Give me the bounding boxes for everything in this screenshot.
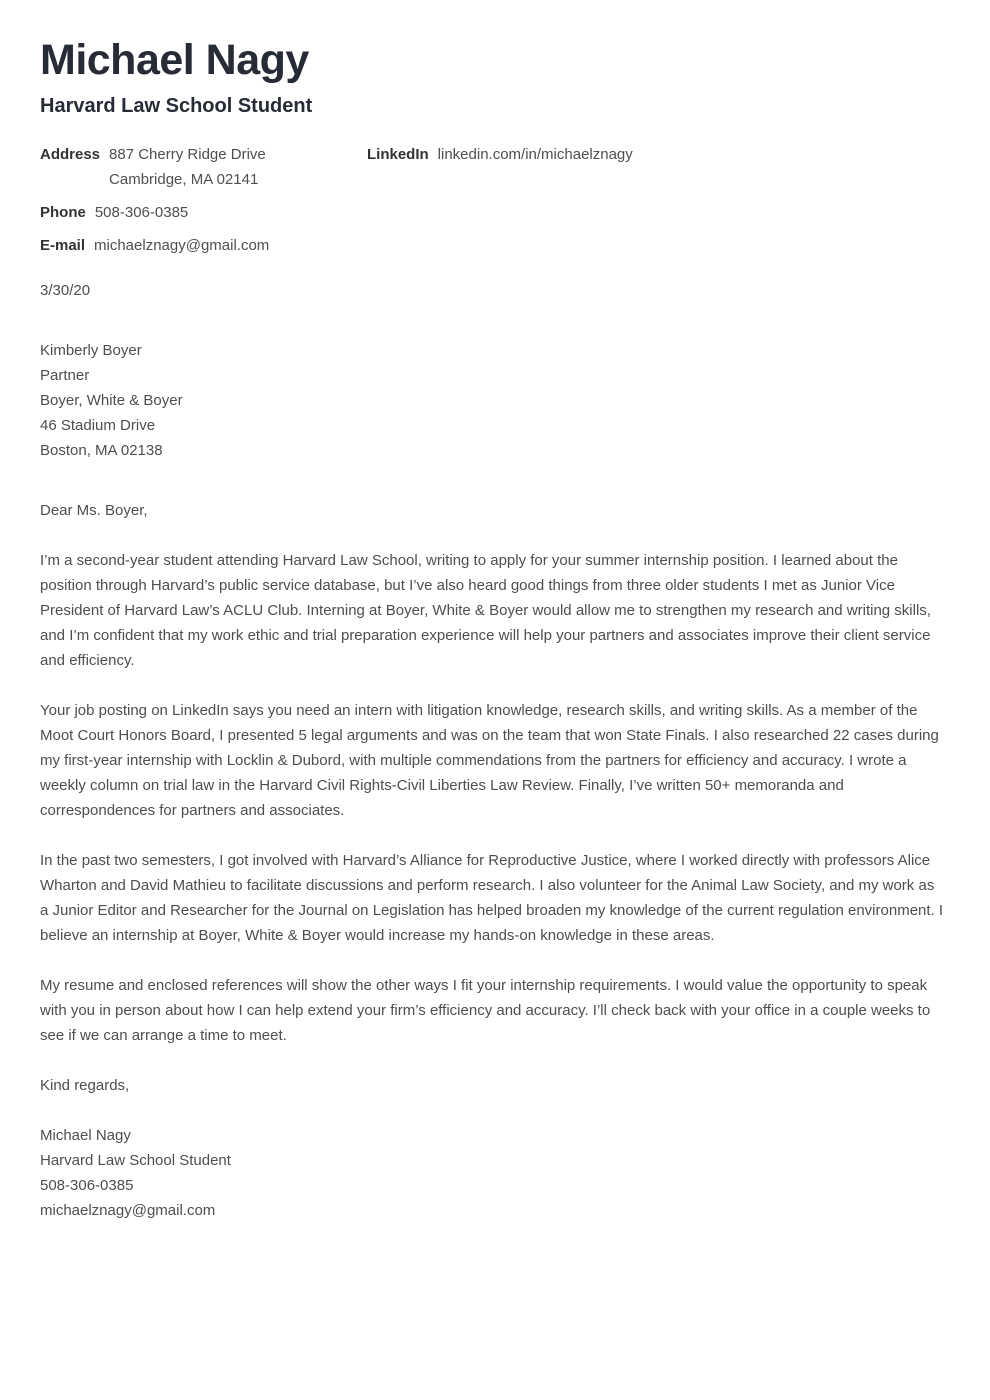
signature-title: Harvard Law School Student — [40, 1152, 231, 1169]
email-value: michaelznagy@gmail.com — [94, 237, 270, 254]
contact-linkedin-row — [367, 142, 946, 167]
linkedin-value: linkedin.com/in/michaelznagy — [437, 146, 633, 163]
recipient-street: 46 Stadium Drive — [40, 417, 156, 434]
phone-value: 508-306-0385 — [94, 204, 189, 221]
phone-label: Phone — [40, 204, 86, 221]
recipient-name: Kimberly Boyer — [40, 342, 142, 359]
email-label: E-mail — [40, 237, 86, 254]
body-paragraph-1: I’m a second-year student attending Harvard Law School, writing to apply for your summer internship position. I learned about the position through Harvard’s public service database, but I’ve also heard good things from three older students I met as Junior Vice President of Harvard Law’s ACLU Club. Interning at Boyer, White & Boyer would allow me to strengthen my research and writing skills, and I’m confident that my work ethic and trial preparation experience will help your partners and associates improve their client service and efficiency. — [40, 552, 931, 669]
signature-email: michaelznagy@gmail.com — [40, 1202, 216, 1219]
address-value — [109, 142, 266, 192]
signature-block — [40, 1123, 946, 1223]
recipient-city: Boston, MA 02138 — [40, 442, 163, 459]
contact-phone-row — [40, 200, 367, 225]
salutation: Dear Ms. Boyer, — [40, 502, 148, 519]
recipient-role: Partner — [40, 367, 90, 384]
contact-section — [40, 142, 946, 258]
address-line-2: Cambridge, MA 02141 — [109, 171, 259, 188]
address-line-1: 887 Cherry Ridge Drive — [109, 146, 266, 163]
header — [40, 36, 946, 118]
person-name: Michael Nagy — [40, 36, 309, 84]
signature-phone: 508-306-0385 — [40, 1177, 134, 1194]
body-paragraph-4: My resume and enclosed references will show the other ways I fit your internship requirements. I would value the opportunity to speak with you in person about how I can help extend your firm’s efficiency and accuracy. I’ll check back with your office in a couple weeks to see if we can arrange a time to meet. — [40, 977, 931, 1044]
letter-body — [40, 278, 946, 1223]
closing-phrase: Kind regards, — [40, 1077, 130, 1094]
contact-right-column — [367, 142, 946, 258]
recipient-block — [40, 338, 946, 463]
recipient-company: Boyer, White & Boyer — [40, 392, 183, 409]
person-title: Harvard Law School Student — [40, 95, 313, 117]
contact-left-column — [40, 142, 367, 258]
address-label: Address — [40, 146, 101, 163]
linkedin-label: LinkedIn — [367, 146, 429, 163]
body-paragraph-2: Your job posting on LinkedIn says you need an intern with litigation knowledge, research skills, and writing skills. As a member of the Moot Court Honors Board, I presented 5 legal arguments and was on the team that won State Finals. I also researched 22 cases during my first-year internship with Locklin & Dubord, with multiple commendations from the partners for efficiency and accuracy. I wrote a weekly column on trial law in the Harvard Civil Rights-Civil Liberties Law Review. Finally, I’ve written 50+ memoranda and correspondences for partners and associates. — [40, 702, 939, 819]
contact-email-row — [40, 233, 367, 258]
letter-date: 3/30/20 — [40, 282, 91, 299]
contact-address-row — [40, 142, 367, 192]
body-paragraph-3: In the past two semesters, I got involved with Harvard’s Alliance for Reproductive Justice, where I worked directly with professors Alice Wharton and David Mathieu to facilitate discussions and perform research. I also volunteer for the Animal Law Society, and my work as a Junior Editor and Researcher for the Journal on Legislation has helped broaden my knowledge of the current regulation environment. I believe an internship at Boyer, White & Boyer would increase my hands-on knowledge in these areas. — [40, 852, 944, 944]
signature-name: Michael Nagy — [40, 1127, 131, 1144]
